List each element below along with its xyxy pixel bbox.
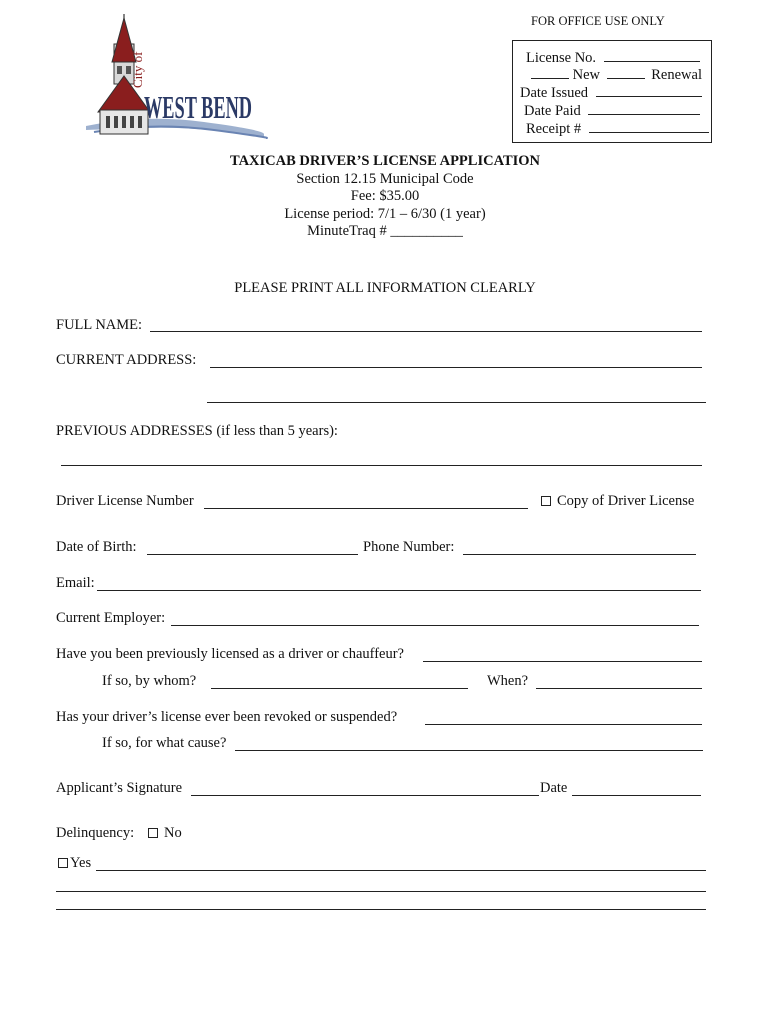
date-paid-row[interactable]: [524, 101, 700, 118]
new-label: New: [572, 67, 601, 83]
date-issued-line: [596, 83, 702, 97]
email-field[interactable]: [97, 590, 701, 591]
license-no-label: License No.: [526, 50, 597, 66]
phone-number-label: Phone Number:: [363, 539, 455, 555]
date-issued-label: Date Issued: [520, 85, 589, 101]
copy-of-driver-license-option[interactable]: [541, 492, 694, 510]
office-use-heading: FOR OFFICE USE ONLY: [531, 14, 665, 28]
cause-field[interactable]: [235, 750, 703, 751]
license-no-row[interactable]: [526, 48, 700, 65]
driver-license-number-field[interactable]: [204, 508, 528, 509]
copy-of-driver-license-label: Copy of Driver License: [557, 493, 695, 509]
minutetraq-number: MinuteTraq # __________: [307, 223, 463, 239]
current-address-field[interactable]: [210, 367, 702, 368]
title-block: [0, 153, 770, 241]
driver-license-number-label: Driver License Number: [56, 493, 194, 509]
copy-of-driver-license-checkbox[interactable]: [541, 496, 551, 506]
date-of-birth-field[interactable]: [147, 554, 358, 555]
city-of-west-bend-logo: [84, 14, 269, 140]
previous-addresses-label: PREVIOUS ADDRESSES (if less than 5 years):: [56, 423, 338, 439]
previous-addresses-field[interactable]: [61, 465, 702, 466]
by-whom-field[interactable]: [211, 688, 468, 689]
office-use-box: [512, 40, 712, 143]
phone-number-field[interactable]: [463, 554, 696, 555]
section-code: Section 12.15 Municipal Code: [296, 170, 474, 187]
logo-city-of: City of: [130, 51, 145, 88]
delinquency-yes-option[interactable]: [58, 854, 91, 872]
previously-licensed-field[interactable]: [423, 661, 702, 662]
current-employer-field[interactable]: [171, 625, 699, 626]
full-name-label: FULL NAME:: [56, 317, 143, 333]
revoked-label: Has your driver’s license ever been revoked or suspended?: [56, 709, 398, 725]
date-paid-line: [588, 101, 700, 115]
new-renewal-row[interactable]: [531, 65, 702, 82]
receipt-line: [589, 119, 709, 133]
date-issued-row[interactable]: [520, 83, 702, 100]
when-field[interactable]: [536, 688, 702, 689]
form-title: TAXICAB DRIVER’S LICENSE APPLICATION: [229, 153, 541, 169]
new-line: [531, 65, 569, 79]
current-address-field-line2[interactable]: [207, 402, 706, 403]
signature-field[interactable]: [191, 795, 539, 796]
fee: Fee: $35.00: [350, 188, 420, 204]
email-label: Email:: [56, 575, 95, 591]
license-period: License period: 7/1 – 6/30 (1 year): [284, 205, 486, 222]
print-clearly-instruction: PLEASE PRINT ALL INFORMATION CLEARLY: [234, 280, 536, 296]
current-employer-label: Current Employer:: [56, 610, 166, 626]
full-name-field[interactable]: [150, 331, 702, 332]
date-paid-label: Date Paid: [524, 103, 581, 119]
delinquency-no-checkbox[interactable]: [148, 828, 158, 838]
receipt-label: Receipt #: [526, 121, 582, 137]
renewal-label: Renewal: [651, 67, 702, 83]
logo-west-bend: WEST BEND: [144, 89, 252, 125]
delinquency-no-label: No: [164, 825, 182, 841]
if-so-cause-label: If so, for what cause?: [102, 735, 227, 751]
if-so-by-whom-label: If so, by whom?: [102, 673, 197, 689]
current-address-label: CURRENT ADDRESS:: [56, 352, 197, 368]
when-label: When?: [487, 673, 529, 689]
delinquency-yes-checkbox[interactable]: [58, 858, 68, 868]
receipt-row[interactable]: [526, 119, 709, 136]
delinquency-explanation-line3[interactable]: [56, 909, 706, 910]
revoked-field[interactable]: [425, 724, 702, 725]
date-label: Date: [540, 780, 568, 796]
signature-label: Applicant’s Signature: [56, 780, 183, 796]
delinquency-yes-label: Yes: [70, 855, 92, 871]
delinquency-label: Delinquency:: [56, 825, 135, 841]
date-field[interactable]: [572, 795, 701, 796]
license-no-line: [604, 48, 700, 62]
date-of-birth-label: Date of Birth:: [56, 539, 137, 555]
renewal-line: [607, 65, 645, 79]
delinquency-no-option[interactable]: [148, 824, 182, 842]
delinquency-explanation-line2[interactable]: [56, 891, 706, 892]
previously-licensed-label: Have you been previously licensed as a driver or chauffeur?: [56, 646, 404, 662]
delinquency-yes-field[interactable]: [96, 870, 706, 871]
